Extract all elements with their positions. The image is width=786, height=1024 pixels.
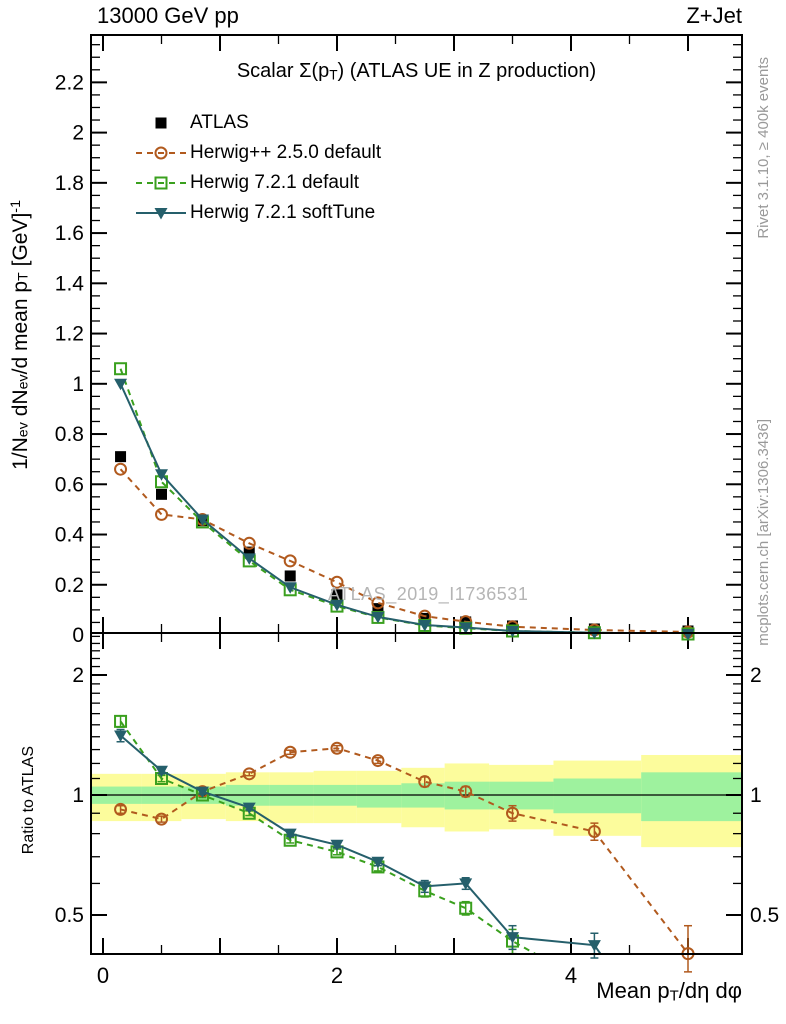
x-title-p2: /dη dφ: [678, 978, 742, 1003]
tick-label: 0.5: [750, 904, 780, 927]
mcplots-source-note: [744, 408, 782, 656]
tick-label: 2: [72, 121, 84, 145]
tick-label: 4: [564, 963, 578, 988]
process-label: Z+Jet: [686, 3, 742, 28]
tick-label: 1: [72, 372, 84, 396]
y-ratio-title-text: Ratio to ATLAS: [20, 745, 37, 855]
tick-label: 2: [330, 963, 344, 988]
y-axis-title-main: [2, 35, 40, 635]
tick-label: 1: [72, 784, 84, 807]
tick-label: 0.8: [54, 423, 84, 447]
ratio-series-2: [115, 716, 518, 954]
x-axis-title: [91, 978, 742, 1005]
tick-label: 1.4: [54, 272, 84, 296]
y-main-p1: 1/N: [9, 437, 33, 470]
y-main-s3: T: [16, 272, 33, 281]
tick-label: 0.4: [54, 523, 84, 547]
tick-label: 1: [750, 784, 762, 807]
plot-title-text: Scalar Σ(p: [236, 60, 330, 82]
tick-label: 2: [72, 664, 84, 687]
x-title-s1: T: [669, 987, 679, 1005]
rivet-version-note: [744, 28, 782, 268]
plot-title: [91, 60, 742, 83]
analysis-watermark: ATLAS_2019_I1736531: [328, 584, 529, 604]
y-main-p4: [GeV]: [9, 212, 33, 273]
tick-label: 0: [72, 624, 84, 647]
main-series-1: [115, 464, 693, 638]
legend-label-herwigpp-default: Herwig++ 2.5.0 default: [190, 142, 382, 163]
legend-label-herwig7-softtune: Herwig 7.2.1 softTune: [190, 202, 376, 223]
tick-label: 2: [750, 664, 762, 687]
tick-label: 0.5: [54, 904, 84, 927]
tick-label: 0.6: [54, 473, 84, 497]
y-axis-title-ratio: [14, 660, 44, 940]
x-title-p1: Mean p: [596, 978, 670, 1003]
legend-label-herwig7-default: Herwig 7.2.1 default: [190, 172, 359, 193]
beam-energy-label: 13000 GeV pp: [97, 3, 239, 28]
y-main-sup: -1: [8, 200, 25, 213]
tick-label: 1.8: [54, 171, 84, 195]
y-main-p3: /d mean p: [9, 281, 33, 375]
tick-label: 1.2: [54, 322, 84, 346]
legend-markers: [136, 118, 186, 220]
y-main-s2: ev: [16, 374, 33, 390]
mcplots-source-text: mcplots.cern.ch [arXiv:1306.3436]: [754, 418, 772, 646]
ratio-series-3: [114, 729, 601, 958]
plot-title-suffix: ) (ATLAS UE in Z production): [337, 60, 597, 82]
y-main-p2: dN: [9, 389, 33, 423]
plot-title-sub: T: [329, 67, 338, 83]
tick-label: 2.2: [54, 71, 84, 95]
main-line-1: [121, 469, 688, 632]
tick-label: 1.6: [54, 222, 84, 246]
y-main-s1: ev: [16, 422, 33, 438]
legend-label-atlas: ATLAS: [190, 112, 249, 133]
tick-label: 0.2: [54, 573, 84, 597]
main-series-0: [115, 451, 693, 636]
rivet-version-text: Rivet 3.1.10, ≥ 400k events: [754, 57, 772, 239]
tick-label: 0: [96, 963, 110, 988]
